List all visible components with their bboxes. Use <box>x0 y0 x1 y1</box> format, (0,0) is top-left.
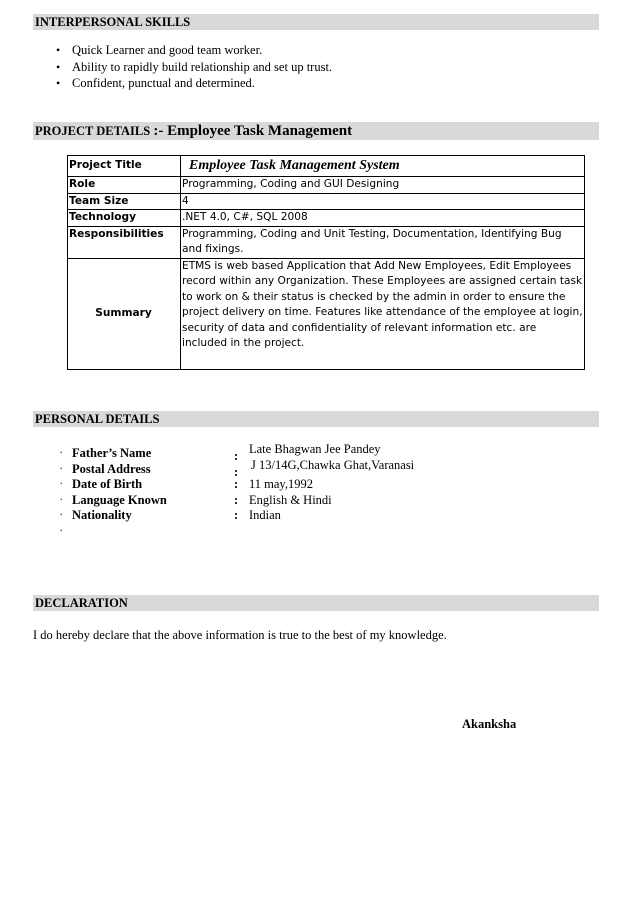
skill-item: • Ability to rapidly build relationship and set up trust. <box>56 59 332 76</box>
personal-label: Language Known <box>72 492 167 507</box>
personal-value: English & Hindi <box>249 492 332 507</box>
technology-label: Technology <box>68 210 181 227</box>
team-size-label: Team Size <box>68 193 181 210</box>
skills-list <box>56 42 332 92</box>
project-details-heading-prefix: PROJECT DETAILS <box>35 124 151 138</box>
signature-name: Akanksha <box>462 717 517 731</box>
technology-value: .NET 4.0, C#, SQL 2008 <box>181 210 585 227</box>
personal-value: 11 may,1992 <box>249 477 313 491</box>
bullet-icon: • <box>60 511 63 519</box>
bullet-icon: • <box>60 449 63 457</box>
personal-value: Indian <box>249 508 281 522</box>
personal-label: Nationality <box>72 508 132 522</box>
personal-label: Date of Birth <box>72 477 143 491</box>
personal-colon: : <box>234 449 239 463</box>
bullet-icon: • <box>60 495 63 504</box>
skill-item: • Confident, punctual and determined. <box>56 75 332 92</box>
role-value: Programming, Coding and GUI Designing <box>181 177 585 194</box>
project-table <box>67 155 585 370</box>
table-row <box>68 156 585 177</box>
responsibilities-value: Programming, Coding and Unit Testing, Documentation, Identifying Bug and fixings. <box>181 226 585 258</box>
personal-value: J 13/14G,Chawka Ghat,Varanasi <box>251 457 415 472</box>
project-details-heading <box>33 122 599 140</box>
summary-value: ETMS is web based Application that Add New Employees, Edit Employees record within any Organization. These Employees are assigned certain task to work on & their status is checked by the admin in order to ensure the project delivery on time. Features like attendance of the employee at login, security of data and confidentiality of relevant information etc. are included in the project. <box>181 258 585 369</box>
personal-details-heading <box>33 411 599 427</box>
bullet-icon: • <box>60 526 63 535</box>
interpersonal-skills-heading <box>33 14 599 30</box>
personal-colon: : <box>234 508 239 522</box>
interpersonal-skills-heading-text: INTERPERSONAL SKILLS <box>35 15 191 29</box>
skill-item: • Quick Learner and good team worker. <box>56 42 332 59</box>
bullet-icon: • <box>60 464 63 473</box>
declaration-text: I do hereby declare that the above information is true to the best of my knowledge. <box>33 628 447 642</box>
table-row <box>68 193 585 210</box>
table-row <box>68 226 585 258</box>
table-row <box>68 177 585 194</box>
personal-colon: : <box>234 492 239 507</box>
personal-details-heading-text: PERSONAL DETAILS <box>35 412 160 426</box>
personal-label: Postal Address <box>72 461 151 476</box>
summary-label: Summary <box>68 258 181 369</box>
project-details-heading-suffix: :- Employee Task Management <box>153 123 353 139</box>
project-title-label: Project Title <box>68 156 181 177</box>
personal-colon: : <box>234 477 239 491</box>
table-row <box>68 210 585 227</box>
declaration-heading <box>33 595 599 611</box>
responsibilities-label: Responsibilities <box>68 226 181 258</box>
personal-value: Late Bhagwan Jee Pandey <box>249 442 381 456</box>
bullet-icon: • <box>60 480 63 488</box>
project-title-value: Employee Task Management System <box>181 156 585 177</box>
role-label: Role <box>68 177 181 194</box>
team-size-value: 4 <box>181 193 585 210</box>
personal-label: Father’s Name <box>72 446 152 460</box>
table-row <box>68 258 585 369</box>
personal-colon: : <box>234 464 239 479</box>
declaration-heading-text: DECLARATION <box>35 596 128 610</box>
